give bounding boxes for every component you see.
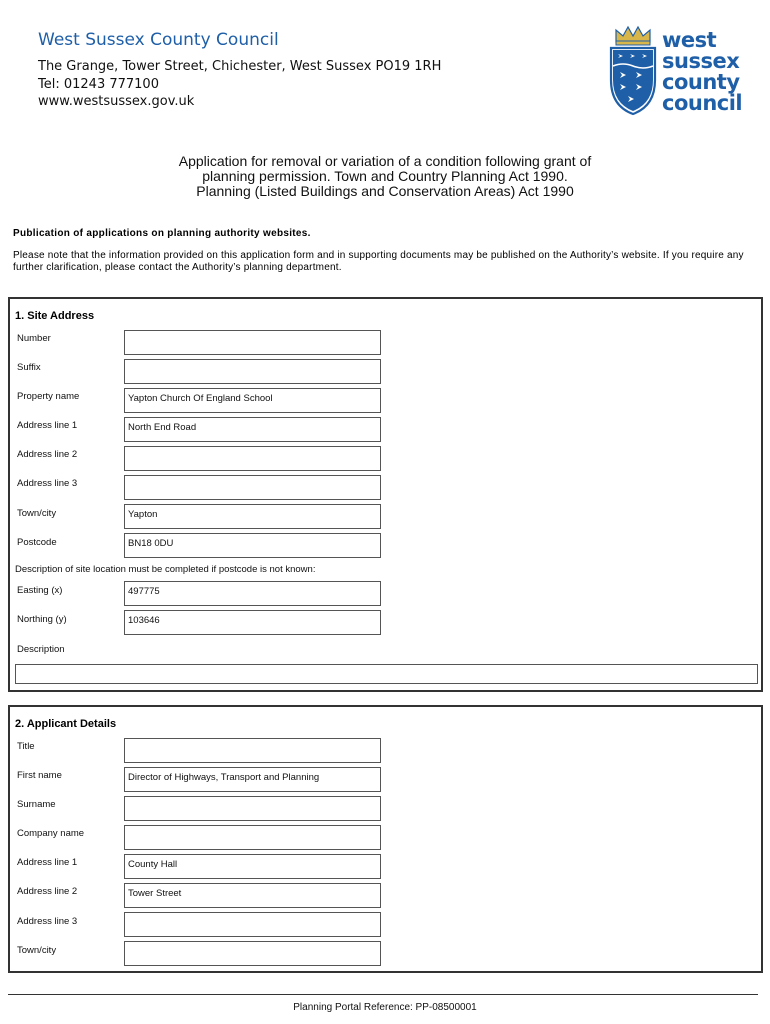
town-city-field[interactable]: Yapton [124,504,381,529]
company-name-field[interactable] [124,825,381,850]
first-name-field[interactable]: Director of Highways, Transport and Planning [124,767,381,792]
suffix-field[interactable] [124,359,381,384]
applicant-town-city-field[interactable] [124,941,381,966]
council-name: West Sussex County Council [38,30,279,50]
town-city-label: Town/city [17,508,57,519]
applicant-address-line-1-label: Address line 1 [17,857,78,868]
first-name-label: First name [17,770,62,781]
description-field[interactable] [15,664,758,684]
logo-word-3: county [662,70,740,94]
address-line-2-label: Address line 2 [17,449,78,460]
easting-field[interactable]: 497775 [124,581,381,606]
applicant-address-line-3-field[interactable] [124,912,381,937]
property-name-field[interactable]: Yapton Church Of England School [124,388,381,413]
applicant-address-line-2-field[interactable]: Tower Street [124,883,381,908]
address-line-1-label: Address line 1 [17,420,78,431]
postcode-label: Postcode [17,537,57,548]
council-address: The Grange, Tower Street, Chichester, West Sussex PO19 1RH [38,59,442,74]
number-field[interactable] [124,330,381,355]
number-label: Number [17,333,51,344]
address-line-2-field[interactable] [124,446,381,471]
form-title-line-2: planning permission. Town and Country Planning Act 1990. [202,168,568,184]
surname-field[interactable] [124,796,381,821]
property-name-label: Property name [17,391,80,402]
postcode-field[interactable]: BN18 0DU [124,533,381,558]
address-line-1-field[interactable]: North End Road [124,417,381,442]
description-label: Description [17,644,65,655]
site-location-note: Description of site location must be completed if postcode is not known: [15,564,316,575]
publication-note: Please note that the information provided on this application form and in supporting documents may be published on the Authority’s website. If you require any further clarification, please contact the Authority’s planning department. [13,250,744,273]
logo-word-1: west [662,28,717,52]
applicant-town-city-label: Town/city [17,945,57,956]
applicant-address-line-3-label: Address line 3 [17,916,78,927]
form-title-line-3: Planning (Listed Buildings and Conservation Areas) Act 1990 [196,183,574,199]
logo-word-4: council [662,91,743,115]
form-title-line-1: Application for removal or variation of a condition following grant of [178,153,592,169]
northing-field[interactable]: 103646 [124,610,381,635]
site-address-heading: 1. Site Address [15,310,95,322]
crest-icon [608,24,658,116]
council-telephone: Tel: 01243 777100 [38,77,159,92]
council-logo [608,24,758,120]
applicant-details-section [8,705,763,973]
publication-heading: Publication of applications on planning authority websites. [13,228,311,239]
planning-portal-reference: Planning Portal Reference: PP-08500001 [293,1002,477,1013]
logo-word-2: sussex [662,49,740,73]
address-line-3-field[interactable] [124,475,381,500]
title-label: Title [17,741,35,752]
address-line-3-label: Address line 3 [17,478,78,489]
applicant-address-line-1-field[interactable]: County Hall [124,854,381,879]
council-website: www.westsussex.gov.uk [38,94,195,109]
suffix-label: Suffix [17,362,41,373]
easting-label: Easting (x) [17,585,63,596]
surname-label: Surname [17,799,56,810]
northing-label: Northing (y) [17,614,67,625]
site-address-section [8,297,763,692]
title-field[interactable] [124,738,381,763]
form-title [0,154,770,199]
company-name-label: Company name [17,828,85,839]
applicant-address-line-2-label: Address line 2 [17,886,78,897]
footer-divider [8,994,758,995]
applicant-details-heading: 2. Applicant Details [15,718,117,730]
